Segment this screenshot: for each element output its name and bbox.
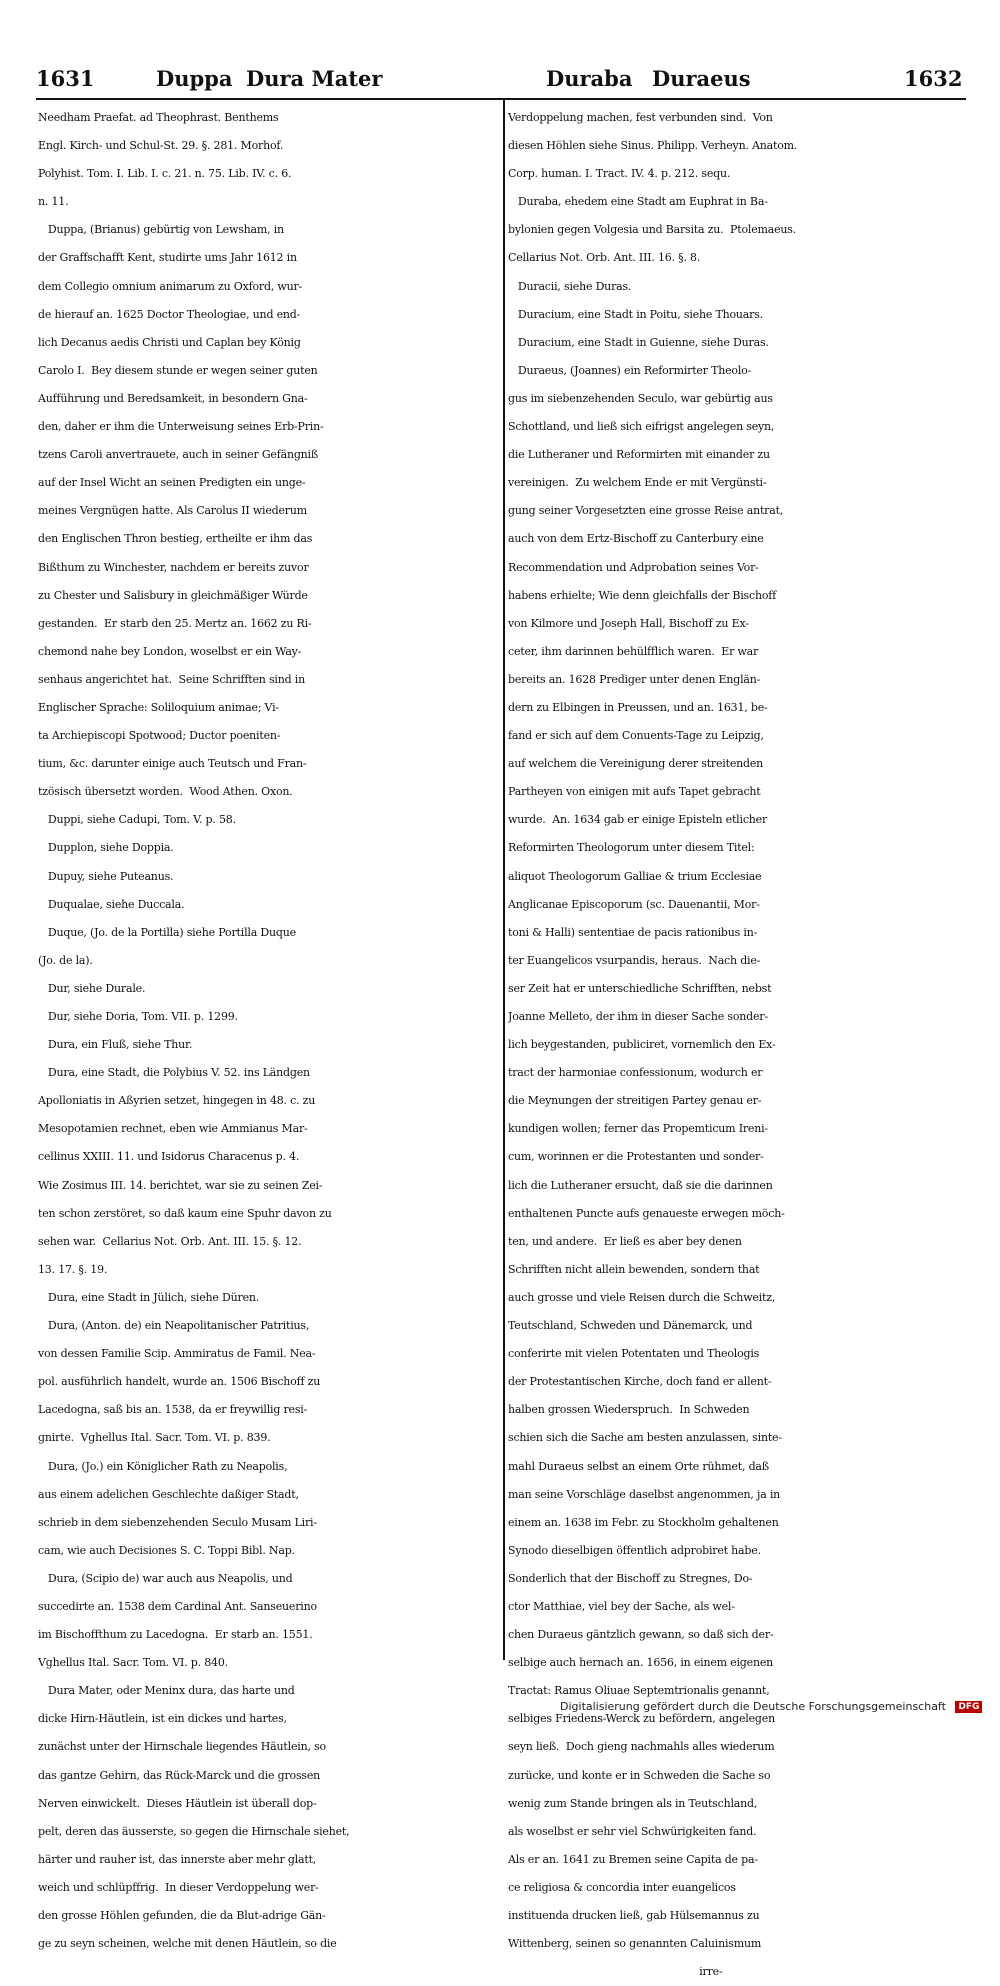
left-column-line: Duqualae, siehe Duccala. [38,897,185,911]
right-column-line: fand er sich auf dem Conuents-Tage zu Leipzig, [508,729,764,743]
left-column-line: auf der Insel Wicht an seinen Predigten ein unge- [38,476,306,490]
page-header [36,66,964,96]
left-column-line: Mesopotamien rechnet, eben wie Ammianus Mar- [38,1122,308,1136]
left-column-line: gnirte. Vghellus Ital. Sacr. Tom. VI. p. 839. [38,1431,271,1445]
right-column-line: toni & Halli) sententiae de pacis rationibus in- [508,925,758,939]
right-column-line: gus im siebenzehenden Seculo, war gebürtig aus [508,391,773,405]
column-divider [503,100,505,1660]
left-column-line: n. 11. [38,195,69,209]
right-column-line: Recommendation und Adprobation seines Vor- [508,560,759,574]
left-column-line: Aufführung und Beredsamkeit, in besondern Gna- [38,391,308,405]
right-column-line: ce religiosa & concordia inter euangelicos [508,1880,736,1894]
right-column-line: ter Euangelicos vsurpandis, heraus. Nach die- [508,953,761,967]
left-column-line: den Englischen Thron bestieg, ertheilte er ihm das [38,532,313,546]
left-column-line: Dupplon, siehe Doppia. [38,841,174,855]
left-column-line: cam, wie auch Decisiones S. C. Toppi Bibl. Nap. [38,1543,295,1557]
left-column-line: das gantze Gehirn, das Rück-Marck und die grossen [38,1768,321,1782]
left-column-line: härter und rauher ist, das innerste aber mehr glatt, [38,1852,317,1866]
right-column-line: Corp. human. I. Tract. IV. 4. p. 212. sequ. [508,167,731,181]
left-column-line: tzens Caroli anvertrauete, auch in seiner Gefängniß [38,448,319,462]
running-head-right-1: Duraba [546,66,633,91]
left-column-line: ge zu seyn scheinen, welche mit denen Häutlein, so die [38,1937,337,1951]
right-column-line: irre- [508,1965,723,1979]
right-column-line: Synodo dieselbigen öffentlich adprobiret habe. [508,1543,761,1557]
left-column-line: Lacedogna, saß bis an. 1538, da er freywillig resi- [38,1403,308,1417]
right-column-line: vereinigen. Zu welchem Ende er mit Vergünsti- [508,476,767,490]
left-column-line: Carolo I. Bey diesem stunde er wegen seiner guten [38,363,318,377]
left-column-line: der Graffschafft Kent, studirte ums Jahr 1612 in [38,251,297,265]
left-column-line: Englischer Sprache: Soliloquium animae; Vi- [38,700,279,714]
right-column-line: Tractat: Ramus Oliuae Septemtrionalis genannt, [508,1684,770,1698]
left-column-line: sehen war. Cellarius Not. Orb. Ant. III. 15. §. 12. [38,1234,302,1248]
left-column-line: ten schon zerstöret, so daß kaum eine Spuhr davon zu [38,1206,332,1220]
left-column-line: Dura, (Anton. de) ein Neapolitanischer Patritius, [38,1319,310,1333]
left-column-line: tzösisch übersetzt worden. Wood Athen. Oxon. [38,785,293,799]
right-column-line: wenig zum Stande bringen als in Teutschland, [508,1796,758,1810]
left-column-line: Nerven einwickelt. Dieses Häutlein ist überall dop- [38,1796,317,1810]
left-column-line: Dura, eine Stadt, die Polybius V. 52. ins Ländgen [38,1066,310,1080]
right-column-line: Sonderlich that der Bischoff zu Stregnes, Do- [508,1571,753,1585]
left-column-line: Bißthum zu Winchester, nachdem er bereits zuvor [38,560,309,574]
left-column-line: gestanden. Er starb den 25. Mertz an. 1662 zu Ri- [38,616,312,630]
right-column-line: Duraeus, (Joannes) ein Reformirter Theolo- [508,363,752,377]
left-column-line: pelt, deren das äusserste, so gegen die Hirnschale siehet, [38,1824,350,1838]
left-column-line: dem Collegio omnium animarum zu Oxford, wur- [38,279,303,293]
left-column-line: pol. ausführlich handelt, wurde an. 1506 Bischoff zu [38,1375,321,1389]
footer-credit [560,1700,990,1722]
right-column-line: die Meynungen der streitigen Partey genau er- [508,1094,762,1108]
left-column-line: chemond nahe bey London, woselbst er ein Way- [38,644,302,658]
left-column-line: schrieb in dem siebenzehenden Seculo Musam Liri- [38,1515,317,1529]
left-column-line: tium, &c. darunter einige auch Teutsch und Fran- [38,757,307,771]
right-column-line: ceter, ihm darinnen behülfflich waren. Er war [508,644,759,658]
left-column-line: Dur, siehe Doria, Tom. VII. p. 1299. [38,1010,238,1023]
left-column-line: de hierauf an. 1625 Doctor Theologiae, und end- [38,307,301,321]
footer-text: Digitalisierung gefördert durch die Deutsche Forschungsgemeinschaft [560,1700,946,1713]
left-column-line: Wie Zosimus III. 14. berichtet, war sie zu seinen Zei- [38,1178,323,1192]
left-column-line: ta Archiepiscopi Spotwood; Ductor poeniten- [38,729,281,743]
right-column-line: halben grossen Wiederspruch. In Schweden [508,1403,750,1417]
right-column-line: selbige auch hernach an. 1656, in einem eigenen [508,1656,774,1670]
left-column [38,104,498,1958]
left-column-line: zunächst unter der Hirnschale liegendes Häutlein, so [38,1740,326,1754]
right-column-line: von Kilmore und Joseph Hall, Bischoff zu Ex- [508,616,749,630]
header-rule [36,98,966,100]
right-column-line: zurücke, und konte er in Schweden die Sache so [508,1768,771,1782]
right-column-line: habens erhielte; Wie denn gleichfalls der Bischoff [508,588,777,602]
right-column-line: Duracii, siehe Duras. [508,279,632,293]
right-column-line: Duraba, ehedem eine Stadt am Euphrat in Ba- [508,195,768,209]
right-column-line: einem an. 1638 im Febr. zu Stockholm gehaltenen [508,1515,779,1529]
left-column-line: Duppa, (Brianus) gebürtig von Lewsham, in [38,223,284,237]
left-column-line: Dura, (Jo.) ein Königlicher Rath zu Neapolis, [38,1459,288,1473]
left-column-line: meines Vergnügen hatte. Als Carolus II wiederum [38,504,307,518]
running-head-right-2: Duraeus [652,66,751,91]
left-column-line: den, daher er ihm die Unterweisung seines Erb-Prin- [38,420,324,434]
right-column-line: bylonien gegen Volgesia und Barsita zu. Ptolemaeus. [508,223,797,237]
right-column-line: Teutschland, Schweden und Dänemarck, und [508,1319,753,1333]
right-column-line: ten, und andere. Er ließ es aber bey denen [508,1234,742,1248]
right-column-line: als woselbst er sehr viel Schwürigkeiten fand. [508,1824,757,1838]
left-column-line: Needham Praefat. ad Theophrast. Benthems [38,111,279,124]
right-column-line: auf welchem die Vereinigung derer streitenden [508,757,764,771]
right-column-line: Joanne Melleto, der ihm in dieser Sache sonder- [508,1010,768,1023]
right-column-line: enthaltenen Puncte aufs genaueste erwegen möch- [508,1206,785,1220]
left-column-line: den grosse Höhlen gefunden, die da Blut-adrige Gän- [38,1909,326,1922]
right-column-line: kundigen wollen; ferner das Propemticum Ireni- [508,1122,768,1136]
left-column-line: lich Decanus aedis Christi und Caplan bey König [38,335,301,349]
left-column-line: Duppi, siehe Cadupi, Tom. V. p. 58. [38,813,236,827]
right-column-line: der Protestantischen Kirche, doch fand er allent- [508,1375,772,1389]
left-column-line: aus einem adelichen Geschlechte daßiger Stadt, [38,1487,299,1501]
left-column-line: (Jo. de la). [38,953,93,967]
right-column-line: dern zu Elbingen in Preussen, und an. 1631, be- [508,700,768,714]
left-column-line: senhaus angerichtet hat. Seine Schrifften sind in [38,672,305,686]
right-column-line: Verdoppelung machen, fest verbunden sind. Von [508,111,773,124]
left-column-line: Duque, (Jo. de la Portilla) siehe Portilla Duque [38,925,296,939]
left-column-line: Dupuy, siehe Puteanus. [38,869,174,883]
right-column-line: Cellarius Not. Orb. Ant. III. 16. §. 8. [508,251,701,265]
left-column-line: succedirte an. 1538 dem Cardinal Ant. Sanseuerino [38,1599,317,1613]
left-column-line: Vghellus Ital. Sacr. Tom. VI. p. 840. [38,1656,228,1670]
running-head-left-2: Dura Mater [246,66,383,91]
left-column-line: weich und schlüpffrig. In dieser Verdoppelung wer- [38,1880,319,1894]
left-column-line: Dur, siehe Durale. [38,981,146,995]
right-column-line: die Lutheraner und Reformirten mit einander zu [508,448,770,462]
running-head-left-1: Duppa [156,66,233,91]
right-column-line: Als er an. 1641 zu Bremen seine Capita de pa- [508,1852,758,1866]
right-column-line: Wittenberg, seinen so genannten Caluinismum [508,1937,762,1951]
left-column-line: Dura, (Scipio de) war auch aus Neapolis, und [38,1571,293,1585]
right-column-line: Reformirten Theologorum unter diesem Titel: [508,841,755,855]
right-column-line: bereits an. 1628 Prediger unter denen Englän- [508,672,761,686]
left-column-line: von dessen Familie Scip. Ammiratus de Famil. Nea- [38,1347,316,1361]
left-column-line: Dura Mater, oder Meninx dura, das harte und [38,1684,295,1698]
right-column-line: chen Duraeus gäntzlich gewann, so daß sich der- [508,1628,774,1642]
right-column-line: lich beygestanden, publiciret, vornemlich den Ex- [508,1038,776,1052]
left-column-line: Apolloniatis in Aßyrien setzet, hingegen in 48. c. zu [38,1094,316,1108]
dfg-logo: DFG [955,1701,982,1713]
right-column-line: tract der harmoniae confessionum, wodurch er [508,1066,763,1080]
right-column-line: Anglicanae Episcoporum (sc. Dauenantii, Mor- [508,897,760,911]
right-column-line: mahl Duraeus selbst an einem Orte rühmet, daß [508,1459,769,1473]
right-column-line: instituenda drucken ließ, gab Hülsemannus zu [508,1909,760,1922]
right-column-line: ser Zeit hat er unterschiedliche Schrifften, nebst [508,981,772,995]
left-column-line: zu Chester und Salisbury in gleichmäßiger Würde [38,588,308,602]
right-column-line: Partheyen von einigen mit aufs Tapet gebracht [508,785,761,799]
left-column-line: dicke Hirn-Häutlein, ist ein dickes und hartes, [38,1712,287,1726]
right-column-line: Duracium, eine Stadt in Poitu, siehe Thouars. [508,307,763,321]
right-column-line: Schottland, und ließ sich eifrigst angelegen seyn, [508,420,775,434]
right-column-line: diesen Höhlen siehe Sinus. Philipp. Verheyn. Anatom. [508,139,798,153]
right-column-line: lich die Lutheraner ersucht, daß sie die darinnen [508,1178,773,1192]
right-column-line: aliquot Theologorum Galliae & trium Ecclesiae [508,869,762,883]
left-column-line: Dura, ein Fluß, siehe Thur. [38,1038,193,1052]
page-number-right: 1632 [904,66,963,91]
right-column-line: conferirte mit vielen Potentaten und Theologis [508,1347,760,1361]
left-column-line: im Bischoffthum zu Lacedogna. Er starb an. 1551. [38,1628,313,1642]
right-column-line: selbiges Friedens-Werck zu befördern, angelegen [508,1712,775,1726]
left-column-line: Polyhist. Tom. I. Lib. I. c. 21. n. 75. Lib. IV. c. 6. [38,167,292,181]
left-column-line: Engl. Kirch- und Schul-St. 29. §. 281. Morhof. [38,139,284,153]
right-column-line: schien sich die Sache am besten anzulassen, sinte- [508,1431,782,1445]
page-number-left: 1631 [36,66,95,91]
right-column-line: Duracium, eine Stadt in Guienne, siehe Duras. [508,335,769,349]
right-column-line: auch grosse und viele Reisen durch die Schweitz, [508,1290,776,1304]
right-column-line: auch von dem Ertz-Bischoff zu Canterbury eine [508,532,764,546]
right-column-line: cum, worinnen er die Protestanten und sonder- [508,1150,764,1164]
right-column-line: wurde. An. 1634 gab er einige Episteln etlicher [508,813,768,827]
left-column-line: 13. 17. §. 19. [38,1262,108,1276]
right-column-line: gung seiner Vorgesetzten eine grosse Reise antrat, [508,504,784,518]
right-column-line: ctor Matthiae, viel bey der Sache, als wel- [508,1599,735,1613]
right-column-line: Schrifften nicht allein bewenden, sondern that [508,1262,760,1276]
right-column-line: man seine Vorschläge daselbst angenommen, ja in [508,1487,781,1501]
right-column-line: seyn ließ. Doch gieng nachmahls alles wiederum [508,1740,775,1754]
left-column-line: Dura, eine Stadt in Jülich, siehe Düren. [38,1290,260,1304]
left-column-line: cellinus XXIII. 11. und Isidorus Characenus p. 4. [38,1150,300,1164]
